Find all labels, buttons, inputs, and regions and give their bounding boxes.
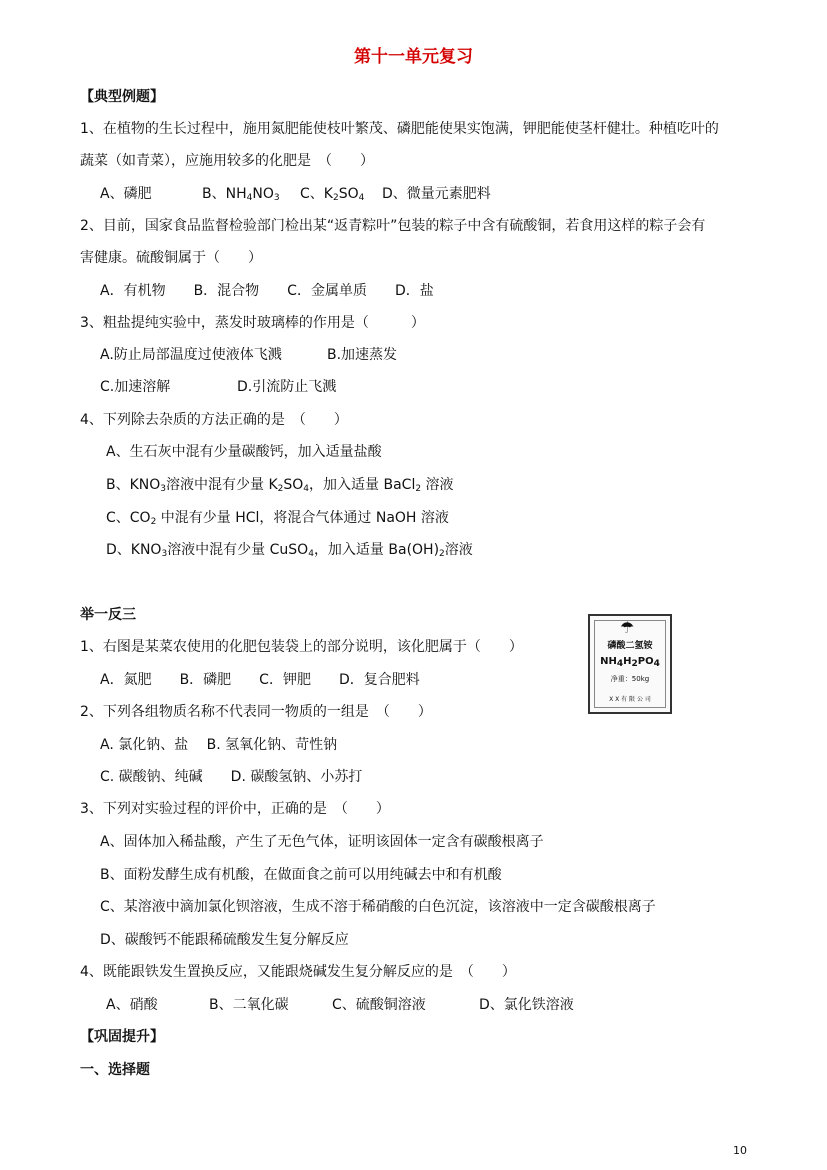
subscript: 2	[415, 484, 422, 494]
question-4-line-1: 4、下列除去杂质的方法正确的是 （ ）	[80, 412, 348, 428]
question-3-option-c: C.加速溶解	[100, 379, 171, 395]
practice-2-line-1: 2、下列各组物质名称不代表同一物质的一组是 （ ）	[80, 704, 432, 720]
subscript: 4	[616, 659, 624, 669]
page-number: 10	[733, 1144, 747, 1157]
practice-3-line-1: 3、下列对实验过程的评价中，正确的是 （ ）	[80, 801, 390, 817]
question-3-line-1: 3、粗盐提纯实验中，蒸发时玻璃棒的作用是（ ）	[80, 315, 425, 331]
section-heading-consolidation: 【巩固提升】	[80, 1029, 164, 1045]
section-heading-examples: 【典型例题】	[80, 89, 164, 105]
subscript: 4	[308, 549, 314, 559]
text: ，加入适量 BaCl	[309, 477, 416, 493]
practice-3-option-a: A、固体加入稀盐酸，产生了无色气体，证明该固体一定含有碳酸根离子	[100, 834, 544, 850]
subscript: 3	[160, 484, 167, 494]
subscript: 3	[161, 549, 168, 559]
subscript: 2	[631, 659, 638, 669]
text: 溶液中混有少量 K	[166, 477, 278, 493]
question-1-option-c	[300, 185, 364, 203]
practice-4-line-1: 4、既能跟铁发生置换反应，又能跟烧碱发生复分解反应的是 （ ）	[80, 964, 516, 980]
text: 溶液中混有少量 CuSO	[167, 542, 309, 558]
section-heading-multiple-choice: 一、选择题	[80, 1062, 150, 1078]
question-2-options: A．有机物 B．混合物 C．金属单质 D．盐	[100, 283, 434, 299]
question-2-line-2: 害健康。硫酸铜属于（ ）	[80, 250, 262, 266]
practice-2-options-ab: A. 氯化钠、盐 B. 氢氧化钠、苛性钠	[100, 737, 338, 753]
subscript: 2	[439, 549, 445, 559]
label-company: X X 有 限 公 司	[609, 696, 651, 703]
subscript: 3	[273, 193, 280, 203]
text: 溶液	[444, 542, 473, 558]
umbrella-icon: ☂	[620, 618, 635, 637]
section-heading-practice: 举一反三	[80, 607, 136, 623]
question-1-option-b	[202, 185, 280, 203]
subscript: 4	[246, 193, 253, 203]
text: ，加入适量 Ba(OH)	[313, 542, 440, 558]
subscript: 2	[150, 517, 157, 527]
question-1-option-a: A、磷肥	[100, 186, 152, 202]
practice-1-options: A．氮肥 B．磷肥 C．钾肥 D．复合肥料	[100, 672, 420, 688]
question-3-option-b: B.加速蒸发	[327, 347, 398, 363]
practice-4-option-d: D、氯化铁溶液	[479, 997, 574, 1013]
question-3-option-a: A.防止局部温度过使液体飞溅	[100, 347, 282, 363]
label-formula	[590, 656, 670, 668]
practice-3-option-b: B、面粉发酵生成有机酸，在做面食之前可以用纯碱去中和有机酸	[100, 867, 502, 883]
question-4-option-d	[106, 541, 473, 559]
subscript: 2	[277, 484, 284, 494]
practice-4-option-c: C、硫酸铜溶液	[332, 997, 426, 1013]
practice-4-option-a: A、硝酸	[106, 997, 158, 1013]
text: PO	[637, 656, 654, 667]
text: SO	[283, 477, 304, 493]
text: B、NH	[202, 186, 247, 202]
text: NH	[600, 656, 617, 667]
subscript: 4	[358, 193, 365, 203]
practice-4-option-b: B、二氧化碳	[209, 997, 289, 1013]
fertilizer-label-image	[588, 614, 672, 714]
subscript: 2	[332, 193, 339, 203]
subscript: 4	[653, 659, 660, 669]
text: SO	[338, 186, 359, 202]
question-3-option-d: D.引流防止飞溅	[237, 379, 337, 395]
question-4-option-c	[106, 509, 449, 527]
text: D、KNO	[106, 542, 162, 558]
text: C、CO	[106, 510, 151, 526]
label-weight: 净重：50kg	[610, 675, 650, 683]
subscript: 4	[303, 484, 310, 494]
page-title: 第十一单元复习	[354, 47, 473, 67]
practice-1-line-1: 1、右图是某菜农使用的化肥包装袋上的部分说明，该化肥属于（ ）	[80, 639, 523, 655]
text: 中混有少量 HCl，将混合气体通过 NaOH 溶液	[156, 510, 449, 526]
text: NO	[252, 186, 274, 202]
question-1-option-d: D、微量元素肥料	[382, 186, 491, 202]
practice-3-option-c: C、某溶液中滴加氯化钡溶液，生成不溶于稀硝酸的白色沉淀，该溶液中一定含碳酸根离子	[100, 899, 656, 915]
practice-3-option-d: D、碳酸钙不能跟稀硫酸发生复分解反应	[100, 932, 349, 948]
text: C、K	[300, 186, 333, 202]
text: B、KNO	[106, 477, 161, 493]
practice-2-options-cd: C. 碳酸钠、纯碱 D. 碳酸氢钠、小苏打	[100, 769, 363, 785]
question-2-line-1: 2、目前，国家食品监督检验部门检出某“返青粽叶”包装的粽子中含有硫酸铜，若食用这样的粽子会有	[80, 218, 706, 234]
text: H	[623, 656, 632, 667]
question-1-line-2: 蔬菜（如青菜），应施用较多的化肥是 （ ）	[80, 153, 374, 169]
label-name: 磷酸二氢铵	[607, 641, 653, 651]
text: 溶液	[421, 477, 454, 493]
question-4-option-a: A、生石灰中混有少量碳酸钙，加入适量盐酸	[106, 444, 382, 460]
question-4-option-b	[106, 476, 454, 494]
question-1-line-1: 1、在植物的生长过程中，施用氮肥能使枝叶繁茂、磷肥能使果实饱满，钾肥能使茎杆健壮。种植吃叶的	[80, 121, 719, 137]
